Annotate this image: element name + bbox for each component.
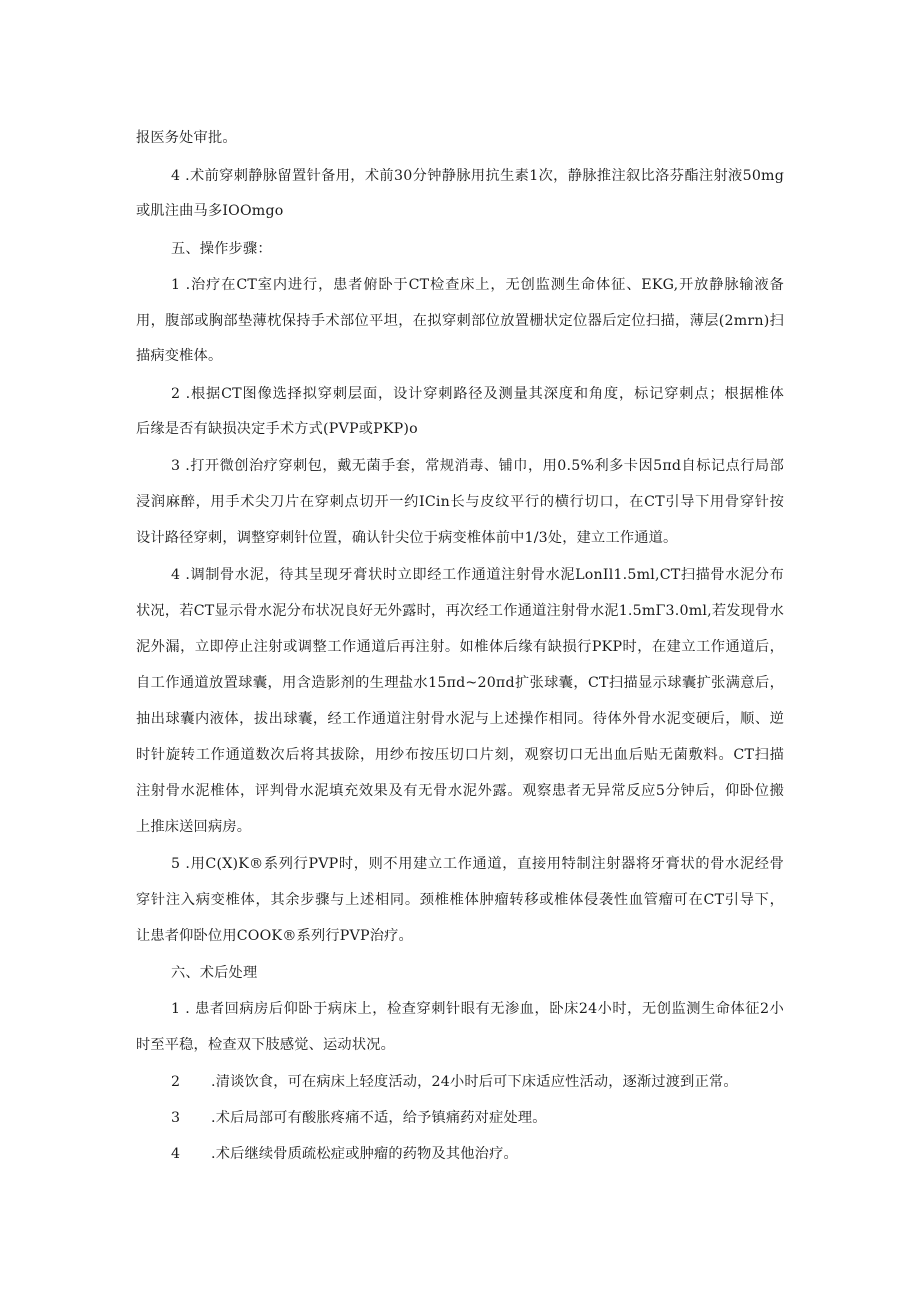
text-line: 穿针注入病变椎体，其余步骤与上述相同。颈椎椎体肿瘤转移或椎体侵袭性血管瘤可在CT引导下， xyxy=(136,892,784,908)
text-line: 用，腹部或胸部垫薄枕保持手术部位平坦，在拟穿刺部位放置栅状定位器后定位扫描，薄层(2mrn)扫 xyxy=(136,313,784,329)
text-line: 抽出球囊内液体，拔出球囊，经工作通道注射骨水泥与上述操作相同。待体外骨水泥变硬后，顺、逆 xyxy=(136,711,784,727)
text-line: 时至平稳，检查双下肢感觉、运动状况。 xyxy=(136,1037,395,1053)
text-line: 泥外漏，立即停止注射或调整工作通道后再注射。如椎体后缘有缺损行PKP时，在建立工作通道后， xyxy=(136,639,784,655)
text-line: 报医务处审批。 xyxy=(136,130,237,146)
text-line: 或肌注曲马多IOOmgo xyxy=(136,203,284,219)
text-line: 1 . 患者回病房后仰卧于病床上，检查穿刺针眼有无渗血，卧床24小时，无创监测生命体征2小 xyxy=(171,1001,784,1017)
list-item xyxy=(171,1108,547,1128)
list-item-text: .术后继续骨质疏松症或肿瘤的药物及其他治疗。 xyxy=(211,1146,518,1162)
text-line: 自工作通道放置球囊，用含造影剂的生理盐水15πd~20πd扩张球囊，CT扫描显示球囊扩张满意后， xyxy=(136,675,784,691)
text-line: 注射骨水泥椎体，评判骨水泥填充效果及有无骨水泥外露。观察患者无异常反应5分钟后，仰卧位搬 xyxy=(136,783,784,799)
text-line: 4 .术前穿刺静脉留置针备用，术前30分钟静脉用抗生素1次，静脉推注叙比洛芬酯注射液50mg xyxy=(171,168,784,184)
text-line: 3 .打开微创治疗穿刺包，戴无菌手套，常规消毒、铺巾，用0.5%利多卡因5πd自标记点行局部 xyxy=(171,458,784,474)
list-item-number: 2 xyxy=(171,1074,181,1090)
list-item-number: 4 xyxy=(171,1146,181,1162)
text-line: 5 .用C(X)K®系列行PVP时，则不用建立工作通道，直接用特制注射器将牙膏状的骨水泥经骨 xyxy=(171,856,784,872)
list-item-text: .清谈饮食，可在病床上轻度活动，24小时后可下床适应性活动，逐渐过渡到正常。 xyxy=(211,1074,738,1090)
list-item xyxy=(171,1144,518,1164)
section-heading: 六、术后处理 xyxy=(171,965,258,981)
text-line: 1 .治疗在CT室内进行，患者俯卧于CT检查床上，无创监测生命体征、EKG,开放静脉输液备 xyxy=(171,277,784,293)
text-line: 浸润麻醉，用手术尖刀片在穿刺点切开一约ICin长与皮纹平行的横行切口，在CT引导下用骨穿针按 xyxy=(136,494,784,510)
text-line: 时针旋转工作通道数次后将其拔除，用纱布按压切口片刻，观察切口无出血后贴无菌敷料。CT扫描 xyxy=(136,747,784,763)
text-line: 让患者仰卧位用COOK®系列行PVP治疗。 xyxy=(136,928,413,944)
text-line: 后缘是否有缺损决定手术方式(PVP或PKP)o xyxy=(136,421,418,437)
text-line: 上推床送回病房。 xyxy=(136,819,252,835)
section-heading: 五、操作步骤： xyxy=(171,241,272,257)
list-item xyxy=(171,1072,738,1092)
text-line: 描病变椎体。 xyxy=(136,348,223,364)
list-item-text: .术后局部可有酸胀疼痛不适，给予镇痛药对症处理。 xyxy=(211,1110,547,1126)
text-line: 2 .根据CT图像选择拟穿刺层面，设计穿刺路径及测量其深度和角度，标记穿刺点；根据椎体 xyxy=(171,386,784,402)
text-line: 设计路径穿刺，调整穿刺针位置，确认针尖位于病变椎体前中1/3处，建立工作通道。 xyxy=(136,530,678,546)
text-line: 状况，若CT显示骨水泥分布状况良好无外露时，再次经工作通道注射骨水泥1.5mΓ3.0ml,若发现骨水 xyxy=(136,603,784,619)
text-line: 4 .调制骨水泥，待其呈现牙膏状时立即经工作通道注射骨水泥LonIl1.5ml,CT扫描骨水泥分布 xyxy=(171,567,784,583)
list-item-number: 3 xyxy=(171,1110,181,1126)
